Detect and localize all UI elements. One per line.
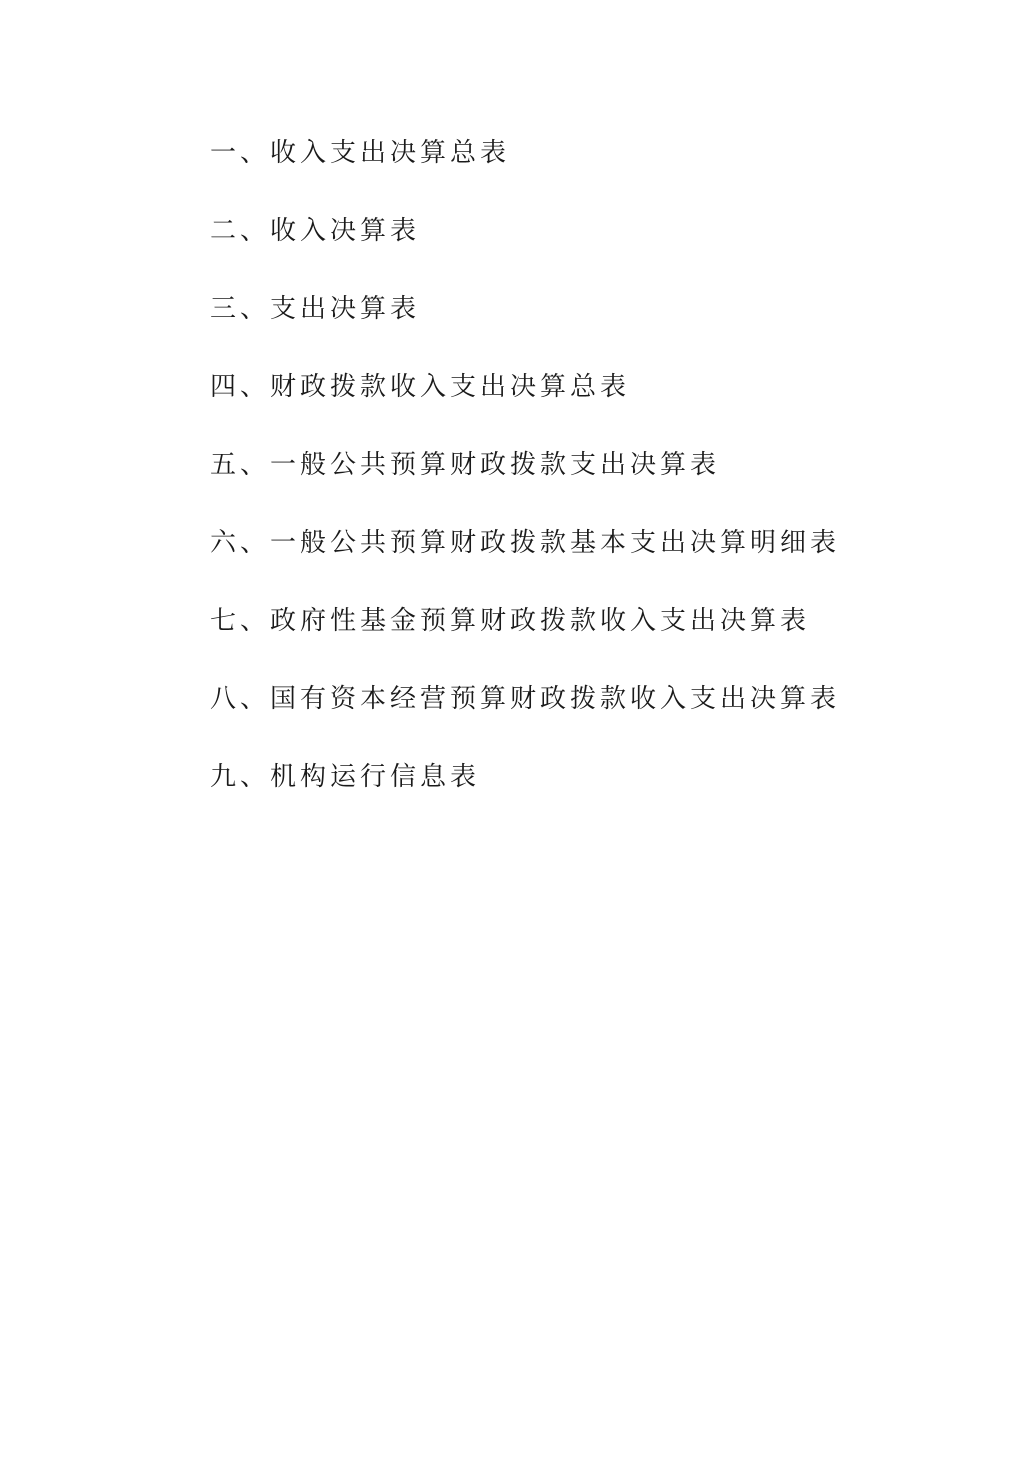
list-item: 一、收入支出决算总表 bbox=[210, 138, 511, 168]
list-item: 八、国有资本经营预算财政拨款收入支出决算表 bbox=[210, 684, 841, 714]
list-item: 五、一般公共预算财政拨款支出决算表 bbox=[210, 450, 721, 480]
list-item: 七、政府性基金预算财政拨款收入支出决算表 bbox=[210, 606, 811, 636]
table-list bbox=[210, 132, 840, 834]
list-item: 四、财政拨款收入支出决算总表 bbox=[210, 372, 631, 402]
list-item: 二、收入决算表 bbox=[210, 216, 421, 246]
list-item: 九、机构运行信息表 bbox=[210, 762, 481, 792]
list-item: 三、支出决算表 bbox=[210, 294, 421, 324]
list-item: 六、一般公共预算财政拨款基本支出决算明细表 bbox=[210, 528, 841, 558]
